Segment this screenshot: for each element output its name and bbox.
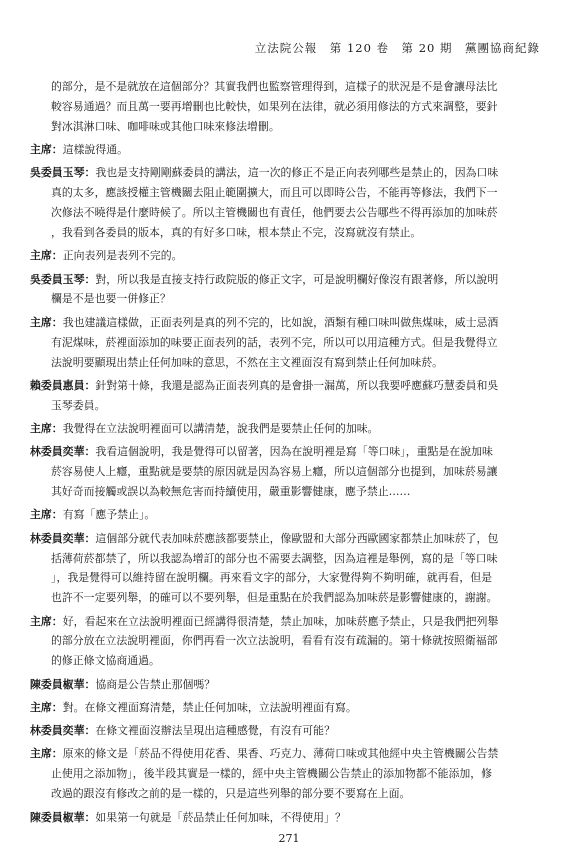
transcript-line bbox=[30, 203, 548, 223]
transcript-line bbox=[30, 396, 548, 416]
speaker-name: 吳委員玉琴： bbox=[30, 166, 96, 180]
speech-text: 較容易通過？而且萬一要再增刪也比較快，如果列在法律，就必須用修法的方式來調整，要針 bbox=[51, 99, 498, 113]
transcript-line bbox=[30, 353, 548, 373]
transcript-line bbox=[30, 183, 548, 203]
speech-text: 括薄荷菸都禁了，所以我認為增訂的部分也不需要去調整，因為這裡是舉例，寫的是「等口味 bbox=[51, 551, 498, 565]
transcript-line bbox=[30, 631, 548, 651]
page-header: 立法院公報 第 120 卷 第 20 期 黨團協商紀錄 bbox=[254, 41, 540, 55]
transcript-line bbox=[30, 612, 548, 632]
transcript-entry bbox=[30, 313, 548, 373]
transcript-entry bbox=[30, 529, 548, 609]
transcript-line bbox=[30, 764, 548, 784]
speaker-name: 主席： bbox=[30, 747, 63, 761]
transcript-line bbox=[30, 289, 548, 309]
speech-text: 我也建議這樣做，正面表列是真的列不完的，比如說，酒類有種口味叫做焦煤味，威士忌酒 bbox=[62, 315, 499, 329]
speech-text: 的部分放在立法說明裡面，你們再看一次立法說明，看看有沒有疏漏的。第十條就按照衛福部 bbox=[51, 634, 498, 648]
speech-text: 對冰淇淋口味、咖啡味或其他口味來修法增刪。 bbox=[51, 119, 280, 133]
page-number: 271 bbox=[278, 832, 300, 845]
speaker-name: 陳委員椒華： bbox=[30, 810, 96, 824]
speaker-name: 主席： bbox=[30, 249, 63, 263]
transcript-line bbox=[30, 270, 548, 290]
speech-text: 對，所以我是直接支持行政院版的修正文字，可是說明欄好像沒有跟著修，所以說明 bbox=[95, 272, 499, 286]
speech-text: 這樣說得通。 bbox=[62, 143, 129, 157]
transcript-line bbox=[30, 505, 548, 525]
speaker-name: 賴委員惠員： bbox=[30, 378, 96, 392]
speaker-name: 林委員奕華： bbox=[30, 724, 96, 738]
transcript-line bbox=[30, 223, 548, 243]
transcript-line bbox=[30, 333, 548, 353]
transcript-entry bbox=[30, 376, 548, 416]
transcript-line bbox=[30, 462, 548, 482]
transcript-line bbox=[30, 588, 548, 608]
transcript-entry bbox=[30, 698, 548, 718]
speech-text: 對。在條文裡面寫清楚，禁止任何加味，立法說明裡面有寫。 bbox=[62, 700, 357, 714]
transcript-line bbox=[30, 721, 548, 741]
speaker-name: 主席： bbox=[30, 508, 63, 522]
speaker-name: 吳委員玉琴： bbox=[30, 272, 96, 286]
speech-text: 協商是公告禁止那個嗎？ bbox=[95, 677, 216, 691]
transcript-entry bbox=[30, 744, 548, 804]
speaker-name: 主席： bbox=[30, 315, 63, 329]
speech-text: 正向表列是表列不完的。 bbox=[62, 249, 183, 263]
transcript-line bbox=[30, 117, 548, 137]
speech-text: 也許不一定要列舉，的確可以不要列舉，但是重點在於我們認為加味菸是影響健康的，謝謝。 bbox=[51, 591, 498, 605]
speech-text: 我也是支持剛剛蘇委員的講法，這一次的修正不是正向表列哪些是禁止的，因為口味 bbox=[95, 166, 499, 180]
speech-text: 這個部分就代表加味菸應該都要禁止，像歐盟和大部分西歐國家都禁止加味菸了，包 bbox=[95, 531, 499, 545]
transcript-entry bbox=[30, 140, 548, 160]
transcript-line bbox=[30, 651, 548, 671]
transcript-entry bbox=[30, 612, 548, 672]
transcript-line bbox=[30, 744, 548, 764]
speech-text: ，我看到各委員的版本，真的有好多口味，根本禁止不完，沒寫就沒有禁止。 bbox=[51, 226, 422, 240]
speech-text: 其好奇而接觸或誤以為較無危害而持續使用，嚴重影響健康，應予禁止…… bbox=[51, 485, 411, 499]
transcript-line bbox=[30, 419, 548, 439]
speech-text: 次修法不曉得是什麼時候了。所以主管機關也有責任，他們要去公告哪些不得再添加的加味菸 bbox=[51, 206, 498, 220]
transcript-line bbox=[30, 376, 548, 396]
transcript-line bbox=[30, 698, 548, 718]
transcript-entry bbox=[30, 77, 548, 137]
speech-text: 菸容易使人上癮，重點就是要禁的原因就是因為容易上癮，所以這個部分也提到，加味菸易讓 bbox=[51, 465, 498, 479]
speech-text: 欄是不是也要一併修正？ bbox=[51, 292, 171, 306]
transcript-line bbox=[30, 97, 548, 117]
transcript-entry bbox=[30, 675, 548, 695]
speech-text: 在條文裡面沒辦法呈現出這種感覺，有沒有可能？ bbox=[95, 724, 335, 738]
speech-text: 的部分，是不是就放在這個部分？其實我們也監察管理得到，這樣子的狀況是不是會讓母法比 bbox=[51, 80, 498, 93]
transcript-line bbox=[30, 529, 548, 549]
transcript-line bbox=[30, 808, 548, 828]
speech-text: 如果第一句就是「菸品禁止任何加味，不得使用」？ bbox=[95, 810, 346, 824]
speech-text: 改過的跟沒有修改之前的是一樣的，只是這些列舉的部分要不要寫在上面。 bbox=[51, 787, 411, 801]
speech-text: 的修正條文協商通過。 bbox=[51, 654, 160, 668]
speaker-name: 林委員奕華： bbox=[30, 531, 96, 545]
transcript-body bbox=[30, 77, 548, 831]
transcript-line bbox=[30, 675, 548, 695]
speech-text: 有寫「應予禁止」。 bbox=[62, 508, 156, 522]
speech-text: 法說明要顯現出禁止任何加味的意思，不然在主文裡面沒有寫到禁止任何加味菸。 bbox=[51, 355, 444, 369]
transcript-entry bbox=[30, 808, 548, 828]
speaker-name: 主席： bbox=[30, 700, 63, 714]
transcript-entry bbox=[30, 721, 548, 741]
speaker-name: 林委員奕華： bbox=[30, 445, 96, 459]
transcript-line bbox=[30, 77, 548, 97]
speech-text: 針對第十條，我還是認為正面表列真的是會掛一漏萬，所以我要呼應蘇巧慧委員和吳 bbox=[95, 378, 499, 392]
speaker-name: 主席： bbox=[30, 614, 63, 628]
speech-text: 有泥煤味，菸裡面添加的味要正面表列的話，表列不完，所以可以用這種方式。但是我覺得立 bbox=[51, 335, 498, 349]
transcript-line bbox=[30, 482, 548, 502]
speech-text: 」，我是覺得可以維持留在說明欄。再來看文字的部分，大家覺得夠不夠明確，就再看，但是 bbox=[51, 571, 493, 585]
transcript-line bbox=[30, 549, 548, 569]
speech-text: 好，看起來在立法說明裡面已經講得很清楚，禁止加味，加味菸應予禁止，只是我們把列舉 bbox=[62, 614, 499, 628]
speech-text: 我覺得在立法說明裡面可以講清楚，說我們是要禁止任何的加味。 bbox=[62, 421, 379, 435]
transcript-entry bbox=[30, 270, 548, 310]
speech-text: 玉琴委員。 bbox=[51, 398, 106, 412]
transcript-entry bbox=[30, 442, 548, 502]
transcript-line bbox=[30, 140, 548, 160]
speaker-name: 主席： bbox=[30, 143, 63, 157]
transcript-line bbox=[30, 442, 548, 462]
transcript-line bbox=[30, 568, 548, 588]
speech-text: 真的太多，應該授權主管機關去阻止範圍擴大，而且可以即時公告，不能再等修法，我們下一 bbox=[51, 186, 498, 200]
transcript-entry bbox=[30, 419, 548, 439]
speech-text: 原來的條文是「菸品不得使用花香、果香、巧克力、薄荷口味或其他經中央主管機關公告禁 bbox=[62, 747, 499, 761]
speech-text: 我看這個說明，我是覺得可以留著，因為在說明裡是寫「等口味」，重點是在說加味 bbox=[95, 445, 493, 459]
speech-text: 止使用之添加物」，後半段其實是一樣的，經中央主管機關公告禁止的添加物都不能添加，修 bbox=[51, 767, 493, 781]
transcript-line bbox=[30, 246, 548, 266]
speaker-name: 主席： bbox=[30, 421, 63, 435]
transcript-entry bbox=[30, 163, 548, 243]
speaker-name: 陳委員椒華： bbox=[30, 677, 96, 691]
transcript-line bbox=[30, 163, 548, 183]
transcript-line bbox=[30, 784, 548, 804]
transcript-entry bbox=[30, 505, 548, 525]
transcript-entry bbox=[30, 246, 548, 266]
transcript-line bbox=[30, 313, 548, 333]
